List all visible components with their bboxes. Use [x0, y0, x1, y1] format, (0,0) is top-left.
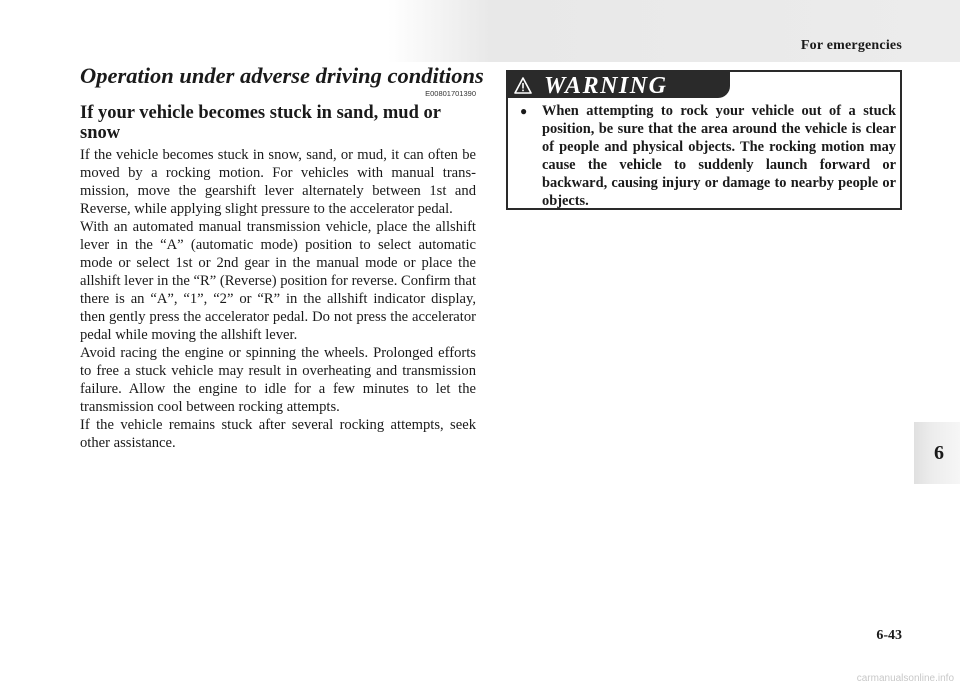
warning-text: When attempting to rock your vehicle out of a stuck position, be sure that the area around the vehicle is clear of people and physical objects. The rocking motion may cause the vehicle to suddenly launch forward or backward, causing injury or damage to nearby people or objects.: [542, 103, 896, 209]
subheading: If your vehicle becomes stuck in sand, mud or snow: [80, 103, 441, 143]
bullet-icon: ●: [520, 104, 528, 118]
paragraph: Avoid racing the engine or spinning the wheels. Prolonged efforts to free a stuck vehicle may result in overheating and transmission failure. Allow the engine to idle for a few minutes to let the transmission cool between rocking attempts.: [80, 345, 476, 415]
section-title: Operation under adverse driving conditions: [80, 63, 484, 88]
warning-title-bar: [508, 72, 730, 98]
running-head: For emergencies: [800, 38, 902, 53]
watermark: carmanualsonline.info: [856, 673, 954, 684]
warning-box: [506, 70, 902, 210]
main-column: [80, 62, 484, 452]
paragraph: If the vehicle remains stuck after several rocking attempts, seek other assistance.: [80, 417, 476, 451]
warning-item: [520, 102, 896, 210]
section-code: E00801701390: [425, 89, 476, 98]
paragraph: If the vehicle becomes stuck in snow, sand, or mud, it can often be moved by a rocking motion. For vehicles with manual trans-mission, move the gearshift lever alternately between 1st and Reverse, while applying slight pressure to the accelerator pedal.: [80, 147, 476, 217]
body-text: [80, 146, 476, 452]
page-number: 6-43: [876, 628, 902, 643]
chapter-number: 6: [934, 441, 944, 464]
warning-triangle-icon: [514, 77, 532, 94]
chapter-tab: [914, 422, 960, 484]
warning-title: WARNING: [544, 73, 668, 99]
paragraph: With an automated manual transmission vehicle, place the allshift lever in the “A” (automatic mode) position to select automatic mode or select 1st or 2nd gear in the manual mode or place the allshift lever in the “R” (Reverse) position for reverse. Confirm that there is an “A”, “1”, “2” or “R” in the allshift indicator display, then gently press the accelerator pedal. Do not press the accelerator pedal while moving the allshift lever.: [80, 219, 476, 343]
